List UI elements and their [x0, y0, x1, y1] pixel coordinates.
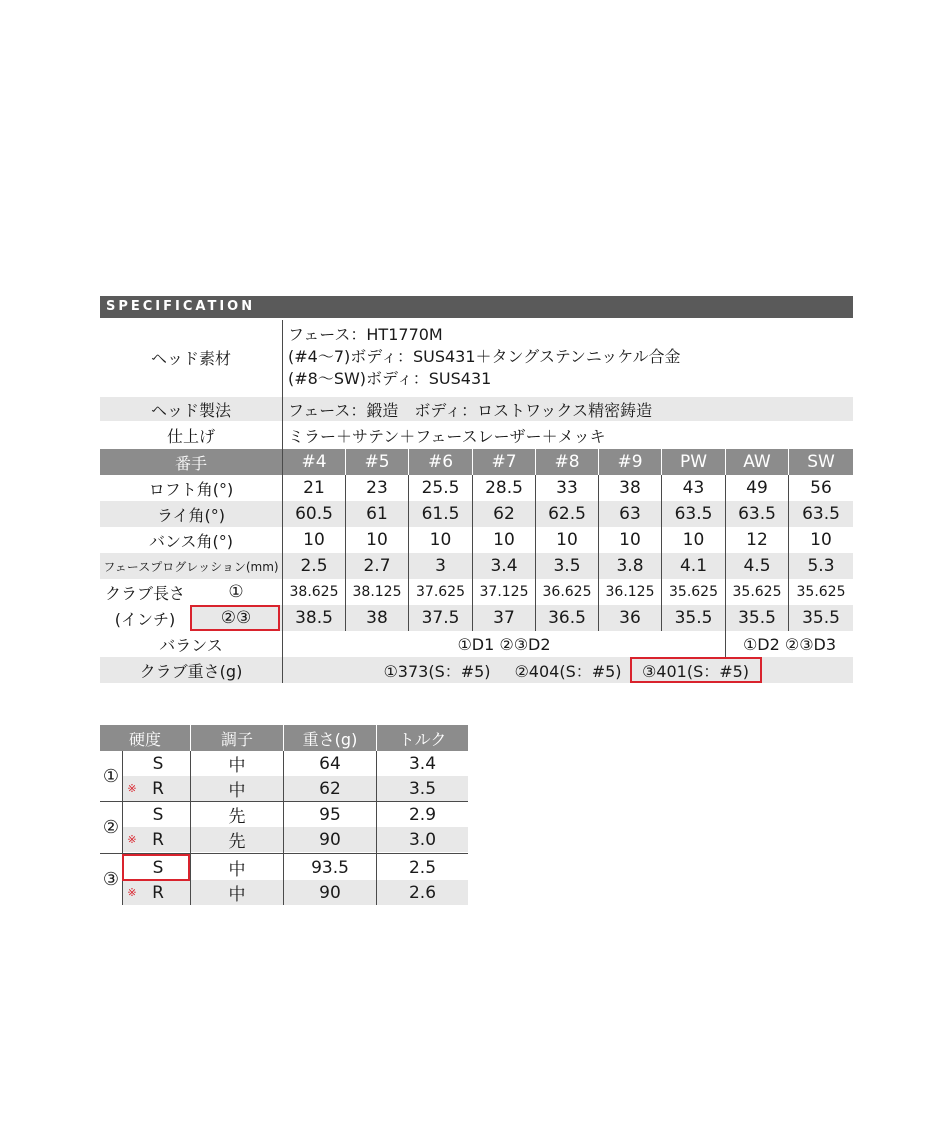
shaft-torque: 3.4	[408, 753, 437, 774]
club-length-unit-label: (インチ)	[114, 609, 176, 629]
weight-2: ②404(S：#5)	[514, 661, 622, 681]
row-label: フェースプログレッション(mm)	[103, 559, 279, 574]
lie-value: 60.5	[295, 504, 333, 524]
length-value: 36.625	[542, 584, 592, 600]
bounce-value: 10	[429, 530, 452, 550]
highlight-box	[122, 854, 190, 881]
shaft-id: ①	[228, 582, 244, 602]
progression-value: 3.8	[616, 556, 644, 576]
divider	[535, 475, 536, 631]
club-number: PW	[662, 449, 725, 475]
shaft-flex: S	[152, 753, 164, 774]
lie-value: 61	[366, 504, 388, 524]
length-value: 36	[619, 608, 641, 628]
bounce-value: 10	[493, 530, 515, 550]
shaft-kick: 中	[228, 781, 246, 801]
loft-value: 33	[556, 478, 578, 498]
head-material-value	[288, 324, 848, 390]
club-number: #8	[536, 449, 598, 475]
shaft-flex: S	[152, 804, 164, 825]
club-number: #6	[409, 449, 472, 475]
club-number: SW	[789, 449, 853, 475]
divider	[190, 725, 191, 751]
head-material-line: (#8〜SW)ボディ：SUS431	[288, 369, 492, 388]
number-label: 番手	[100, 449, 282, 475]
length-value: 35.625	[732, 584, 782, 600]
bounce-value: 10	[810, 530, 832, 550]
head-material-line: フェース：HT1770M	[288, 325, 443, 344]
loft-value: 43	[682, 478, 705, 498]
shaft-weight: 62	[319, 778, 341, 799]
shaft-weight: 95	[319, 804, 341, 825]
weight-1: ①373(S：#5)	[383, 661, 491, 681]
divider	[661, 449, 662, 475]
club-number: #4	[283, 449, 345, 475]
length-value: 37.625	[416, 584, 465, 600]
head-material-line: (#4〜7)ボディ：SUS431＋タングステンニッケル合金	[288, 347, 681, 366]
divider	[345, 475, 346, 631]
shaft-id: ②③	[220, 608, 252, 628]
lie-value: 63.5	[802, 504, 840, 524]
divider	[788, 449, 789, 475]
progression-value: 4.1	[679, 556, 708, 576]
row-label: ライ角(°)	[156, 505, 225, 525]
shaft-weight: 90	[319, 829, 341, 850]
shaft-header: トルク	[377, 725, 468, 751]
divider	[122, 751, 123, 905]
note-mark: ※	[127, 782, 137, 795]
length-value: 35.625	[796, 584, 846, 600]
loft-value: 21	[303, 478, 325, 498]
divider	[598, 475, 599, 631]
shaft-header: 硬度	[100, 725, 190, 751]
bounce-value: 10	[303, 530, 325, 550]
shaft-torque: 3.0	[408, 829, 437, 850]
divider	[283, 725, 284, 751]
lie-value: 61.5	[421, 504, 460, 524]
lie-value: 62.5	[548, 504, 586, 524]
row-label: ロフト角(°)	[148, 479, 234, 499]
divider	[100, 801, 468, 802]
shaft-group-id: ③	[102, 869, 120, 890]
progression-value: 3.4	[490, 556, 518, 576]
bounce-value: 10	[619, 530, 641, 550]
balance-main: ①D1 ②③D2	[457, 634, 551, 654]
length-value: 38.5	[295, 608, 333, 628]
finish-label: 仕上げ	[166, 426, 215, 446]
loft-value: 38	[619, 478, 641, 498]
head-method-label: ヘッド製法	[150, 400, 231, 420]
note-mark: ※	[127, 886, 137, 899]
shaft-kick: 先	[228, 832, 246, 852]
spec-title: SPECIFICATION	[100, 296, 853, 318]
head-material-label: ヘッド素材	[150, 348, 231, 368]
bounce-value: 12	[746, 530, 768, 550]
weight-3: ③401(S：#5)	[641, 661, 750, 681]
divider	[535, 449, 536, 475]
divider	[725, 449, 726, 475]
shaft-group-id: ②	[102, 816, 120, 838]
bounce-value: 10	[682, 530, 705, 550]
balance-wedge: ①D2 ②③D3	[742, 634, 837, 654]
divider	[408, 449, 409, 475]
shaft-kick: 中	[228, 885, 246, 905]
balance-label: バランス	[159, 635, 223, 655]
length-value: 37.125	[479, 584, 529, 600]
length-value: 35.5	[802, 608, 840, 628]
loft-value: 56	[810, 478, 832, 498]
shaft-kick: 中	[228, 860, 246, 880]
finish-value: ミラー＋サテン＋フェースレーザー＋メッキ	[288, 426, 606, 446]
divider	[376, 751, 377, 905]
progression-value: 2.5	[300, 556, 328, 576]
highlight-box	[630, 657, 762, 683]
divider	[408, 475, 409, 631]
shaft-group-id: ①	[102, 765, 120, 787]
head-method-value: フェース：鍛造 ボディ：ロストワックス精密鋳造	[288, 400, 653, 420]
shaft-weight: 90	[319, 882, 341, 903]
loft-value: 23	[366, 478, 388, 498]
length-value: 35.625	[669, 584, 718, 600]
divider	[598, 449, 599, 475]
shaft-torque: 2.9	[408, 804, 437, 825]
shaft-weight: 93.5	[311, 857, 349, 878]
bounce-value: 10	[556, 530, 578, 550]
lie-value: 63	[619, 504, 641, 524]
length-value: 38	[366, 608, 388, 628]
length-value: 38.125	[352, 584, 402, 600]
shaft-torque: 2.5	[408, 857, 437, 878]
weight-label: クラブ重さ(g)	[139, 661, 243, 681]
progression-value: 5.3	[807, 556, 835, 576]
lie-value: 63.5	[738, 504, 776, 524]
progression-value: 3	[435, 556, 446, 576]
shaft-flex: S	[152, 857, 164, 878]
shaft-flex: R	[152, 778, 164, 799]
club-number: AW	[726, 449, 788, 475]
divider	[472, 449, 473, 475]
shaft-flex: R	[152, 882, 164, 903]
divider	[190, 751, 191, 905]
length-value: 35.5	[738, 608, 776, 628]
progression-value: 4.5	[743, 556, 771, 576]
loft-value: 49	[746, 478, 768, 498]
divider	[283, 751, 284, 905]
divider	[376, 725, 377, 751]
row-label: バンス角(°)	[148, 531, 233, 551]
loft-value: 28.5	[485, 478, 523, 498]
progression-value: 2.7	[363, 556, 391, 576]
shaft-header: 調子	[191, 725, 283, 751]
divider	[725, 475, 726, 657]
length-value: 36.5	[548, 608, 586, 628]
lie-value: 62	[493, 504, 515, 524]
shaft-kick: 中	[228, 756, 246, 776]
length-value: 36.125	[605, 584, 655, 600]
divider	[282, 320, 283, 683]
length-value: 37.5	[421, 608, 460, 628]
divider	[788, 475, 789, 631]
shaft-kick: 先	[228, 807, 246, 827]
length-value: 37	[493, 608, 515, 628]
club-number: #7	[473, 449, 535, 475]
length-value: 35.5	[674, 608, 713, 628]
length-value: 38.625	[289, 584, 339, 600]
shaft-torque: 3.5	[408, 778, 437, 799]
lie-value: 63.5	[674, 504, 713, 524]
shaft-header: 重さ(g)	[284, 725, 376, 751]
bounce-value: 10	[366, 530, 388, 550]
divider	[345, 449, 346, 475]
divider	[661, 475, 662, 631]
divider	[472, 475, 473, 631]
shaft-torque: 2.6	[408, 882, 437, 903]
club-number: #9	[599, 449, 661, 475]
progression-value: 3.5	[553, 556, 581, 576]
loft-value: 25.5	[421, 478, 460, 498]
shaft-flex: R	[152, 829, 164, 850]
highlight-box	[190, 605, 280, 631]
note-mark: ※	[127, 833, 137, 846]
shaft-weight: 64	[319, 753, 341, 774]
club-length-label: クラブ長さ	[104, 583, 185, 603]
club-number: #5	[346, 449, 408, 475]
